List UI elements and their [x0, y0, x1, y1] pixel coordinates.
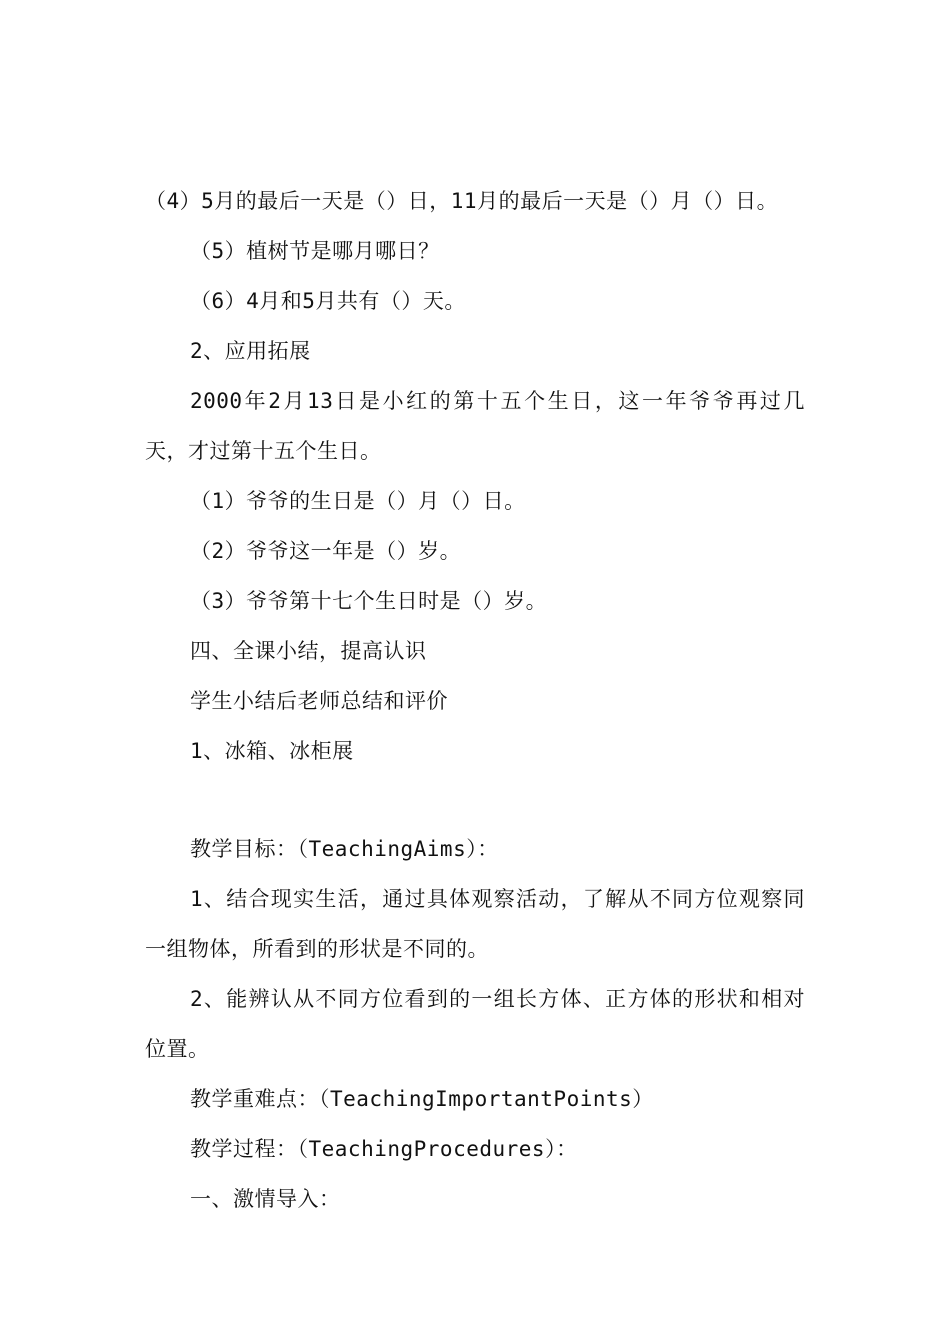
summary-text: 学生小结后老师总结和评价	[190, 689, 448, 713]
section-application-heading: 2、应用拓展	[190, 339, 311, 363]
question-4-line: （4）5月的最后一天是（）日，11月的最后一天是（）月（）日。	[145, 189, 779, 213]
sub-question-1-line: （1）爷爷的生日是（）月（）日。	[190, 489, 526, 513]
sub-question-2-line: （2）爷爷这一年是（）岁。	[190, 539, 462, 563]
birthday-problem-line-2: 天，才过第十五个生日。	[145, 439, 382, 463]
aim-2-line-2: 位置。	[145, 1037, 210, 1061]
aim-2-line-1: 2、能辨认从不同方位看到的一组长方体、正方体的形状和相对	[190, 987, 805, 1011]
teaching-aims-heading: 教学目标：（TeachingAims）：	[190, 837, 499, 861]
teaching-procedures-heading: 教学过程：（TeachingProcedures）：	[190, 1137, 578, 1161]
teaching-difficulties-heading: 教学重难点：（TeachingImportantPoints）	[190, 1087, 654, 1111]
question-5-line: （5）植树节是哪月哪日？	[190, 239, 440, 263]
question-6-line: （6）4月和5月共有（）天。	[190, 289, 466, 313]
fridge-exhibit-line: 1、冰箱、冰柜展	[190, 739, 354, 763]
step-1-heading: 一、激情导入：	[190, 1187, 341, 1211]
section-summary-heading: 四、全课小结，提高认识	[190, 639, 427, 663]
aim-1-line-2: 一组物体，所看到的形状是不同的。	[145, 937, 489, 961]
aim-1-line-1: 1、结合现实生活，通过具体观察活动，了解从不同方位观察同	[190, 887, 805, 911]
sub-question-3-line: （3）爷爷第十七个生日时是（）岁。	[190, 589, 548, 613]
birthday-problem-line-1: 2000年2月13日是小红的第十五个生日，这一年爷爷再过几	[190, 389, 805, 413]
